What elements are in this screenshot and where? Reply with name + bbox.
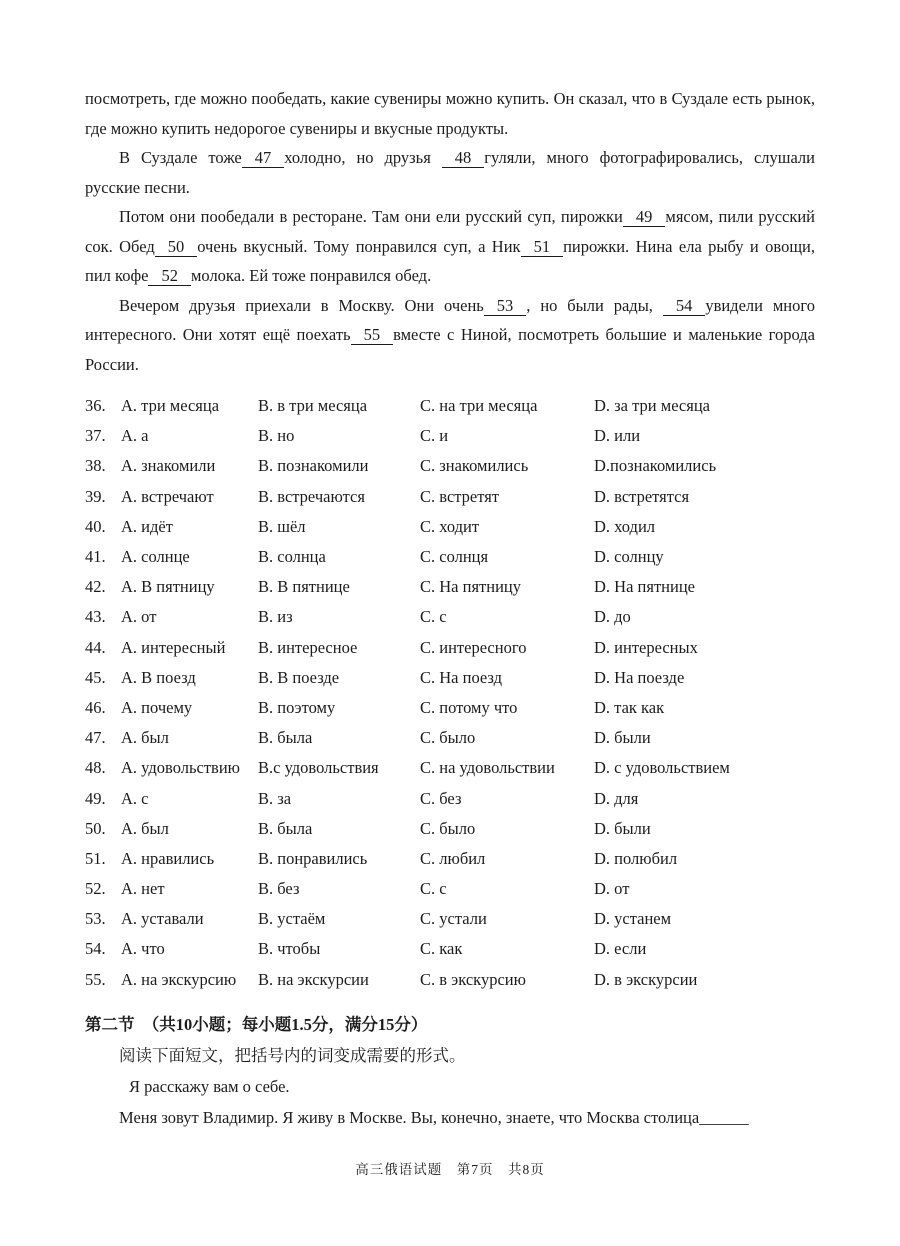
option-b: B. солнца [258, 547, 326, 567]
cloze-blank-51: 51 [521, 237, 564, 257]
cloze-blank-47: 47 [242, 148, 285, 168]
option-b: B.с удовольствия [258, 758, 379, 778]
option-c: C. интересного [420, 637, 527, 657]
option-number: 46. [85, 697, 106, 717]
options-list [85, 391, 815, 995]
cloze-blank-49: 49 [623, 207, 666, 227]
option-number: 51. [85, 848, 106, 868]
option-d: D. до [594, 607, 631, 627]
option-c: C. было [420, 728, 476, 748]
option-a: A. нравились [121, 848, 215, 868]
option-number: 44. [85, 637, 106, 657]
option-c: C. с [420, 607, 447, 627]
option-b: B. В пятнице [258, 577, 350, 597]
option-d: D. были [594, 728, 651, 748]
option-a: A. нет [121, 879, 165, 899]
option-number: 36. [85, 396, 106, 416]
cloze-blank-50: 50 [155, 237, 198, 257]
option-row [85, 783, 815, 813]
cloze-blank-48: 48 [442, 148, 485, 168]
option-number: 45. [85, 667, 106, 687]
option-d: D. солнцу [594, 547, 664, 567]
option-b: B. была [258, 728, 313, 748]
section-two-passage-line: Меня зовут Владимир. Я живу в Москве. Вы, конечно, знаете, что Москва столица______ [119, 1107, 749, 1127]
option-row [85, 633, 815, 663]
option-d: D. за три месяца [594, 396, 710, 416]
option-row [85, 451, 815, 481]
passage-paragraph: В Суздале тоже 47 холодно, но друзья 48 гуляли, много фотографировались, слушали русские песни. [85, 148, 815, 197]
option-number: 49. [85, 788, 106, 808]
option-d: D. если [594, 939, 647, 959]
option-a: A. был [121, 728, 169, 748]
option-c: C. любил [420, 848, 486, 868]
option-b: B. из [258, 607, 293, 627]
option-row [85, 421, 815, 451]
passage-paragraph: Вечером друзья приехали в Москву. Они очень 53 , но были рады, 54 увидели много интересного. Они хотят ещё поехать 55 вместе с Ниной, посмотреть большие и маленькие города России. [85, 295, 815, 374]
section-two-instruction: 阅读下面短文，把括号内的词变成需要的形式。 [119, 1045, 466, 1065]
option-number: 53. [85, 909, 106, 929]
cloze-blank-52: 52 [148, 266, 191, 286]
option-c: C. солнця [420, 547, 489, 567]
option-number: 48. [85, 758, 106, 778]
option-c: C. с [420, 879, 447, 899]
option-row [85, 602, 815, 632]
option-row [85, 663, 815, 693]
option-b: B. на экскурсии [258, 969, 369, 989]
option-c: C. потому что [420, 697, 518, 717]
option-row [85, 391, 815, 421]
option-b: B. устаём [258, 909, 326, 929]
option-a: A. от [121, 607, 157, 627]
cloze-blank-54: 54 [663, 296, 706, 316]
option-number: 39. [85, 486, 106, 506]
option-b: B. за [258, 788, 292, 808]
option-c: C. в экскурсию [420, 969, 526, 989]
option-d: D. На пятнице [594, 577, 695, 597]
option-row [85, 904, 815, 934]
option-b: B. понравились [258, 848, 368, 868]
option-a: A. на экскурсию [121, 969, 237, 989]
option-b: B. интересное [258, 637, 358, 657]
option-c: C. было [420, 818, 476, 838]
option-number: 50. [85, 818, 106, 838]
option-b: B. была [258, 818, 313, 838]
option-d: D. На поезде [594, 667, 685, 687]
option-row [85, 874, 815, 904]
option-c: C. встретят [420, 486, 500, 506]
option-d: D.познакомились [594, 456, 717, 476]
option-row [85, 482, 815, 512]
section-two-passage-line: Я расскажу вам о себе. [129, 1076, 290, 1096]
option-b: B. без [258, 879, 300, 899]
option-row [85, 512, 815, 542]
option-number: 42. [85, 577, 106, 597]
option-row [85, 753, 815, 783]
passage-paragraph: посмотреть, где можно пообедать, какие сувениры можно купить. Он сказал, что в Суздале есть рынок, где можно купить недорогое сувениры и вкусные продукты. [85, 89, 815, 138]
option-c: C. на удовольствии [420, 758, 555, 778]
option-row [85, 965, 815, 995]
option-number: 52. [85, 879, 106, 899]
option-c: C. и [420, 426, 449, 446]
option-d: D. интересных [594, 637, 698, 657]
option-a: A. с [121, 788, 149, 808]
option-a: A. интересный [121, 637, 226, 657]
option-c: C. ходит [420, 516, 480, 536]
option-a: A. встречают [121, 486, 214, 506]
option-d: D. были [594, 818, 651, 838]
option-b: B. но [258, 426, 295, 446]
option-c: C. На поезд [420, 667, 503, 687]
option-a: A. идёт [121, 516, 173, 536]
option-d: D. от [594, 879, 630, 899]
option-d: D. так как [594, 697, 665, 717]
option-b: B. чтобы [258, 939, 321, 959]
cloze-passage [85, 84, 815, 379]
option-c: C. как [420, 939, 463, 959]
option-d: D. ходил [594, 516, 656, 536]
option-c: C. На пятницу [420, 577, 521, 597]
option-b: B. шёл [258, 516, 306, 536]
option-a: A. знакомили [121, 456, 216, 476]
option-c: C. на три месяца [420, 396, 538, 416]
option-d: D. в экскурсии [594, 969, 698, 989]
option-a: A. удовольствию [121, 758, 240, 778]
option-c: C. без [420, 788, 462, 808]
option-d: D. или [594, 426, 641, 446]
option-row [85, 693, 815, 723]
option-a: A. В поезд [121, 667, 196, 687]
option-b: B. В поезде [258, 667, 340, 687]
option-b: B. в три месяца [258, 396, 368, 416]
option-row [85, 572, 815, 602]
option-a: A. три месяца [121, 396, 220, 416]
option-d: D. с удовольствием [594, 758, 730, 778]
option-b: B. познакомили [258, 456, 369, 476]
option-a: A. почему [121, 697, 193, 717]
option-number: 47. [85, 728, 106, 748]
option-row [85, 814, 815, 844]
option-number: 41. [85, 547, 106, 567]
section-two-heading: 第二节 （共10小题；每小题1.5分，满分15分） [85, 1014, 428, 1034]
section-two [85, 1009, 815, 1133]
option-d: D. полюбил [594, 848, 678, 868]
option-number: 37. [85, 426, 106, 446]
option-c: C. знакомились [420, 456, 529, 476]
option-b: B. поэтому [258, 697, 336, 717]
cloze-blank-55: 55 [351, 325, 394, 345]
option-c: C. устали [420, 909, 487, 929]
option-a: A. уставали [121, 909, 204, 929]
option-a: A. что [121, 939, 165, 959]
option-number: 40. [85, 516, 106, 536]
option-number: 55. [85, 969, 106, 989]
option-a: A. солнце [121, 547, 190, 567]
option-number: 38. [85, 456, 106, 476]
option-row [85, 844, 815, 874]
option-row [85, 542, 815, 572]
page-footer: 高三俄语试题 第7页 共8页 [355, 1162, 545, 1177]
option-d: D. устанем [594, 909, 672, 929]
option-number: 54. [85, 939, 106, 959]
option-b: B. встречаются [258, 486, 365, 506]
option-a: A. В пятницу [121, 577, 215, 597]
option-a: A. а [121, 426, 149, 446]
option-d: D. для [594, 788, 639, 808]
option-d: D. встретятся [594, 486, 690, 506]
option-row [85, 934, 815, 964]
option-number: 43. [85, 607, 106, 627]
passage-paragraph: Потом они пообедали в ресторане. Там они ели русский суп, пирожки 49 мясом, пили русский сок. Обед 50 очень вкусный. Тому понравился суп, а Ник 51 пирожки. Нина ела рыбу и овощи, пил кофе 52 молока. Ей тоже понравился обед. [85, 207, 816, 285]
cloze-blank-53: 53 [484, 296, 527, 316]
option-row [85, 723, 815, 753]
option-a: A. был [121, 818, 169, 838]
